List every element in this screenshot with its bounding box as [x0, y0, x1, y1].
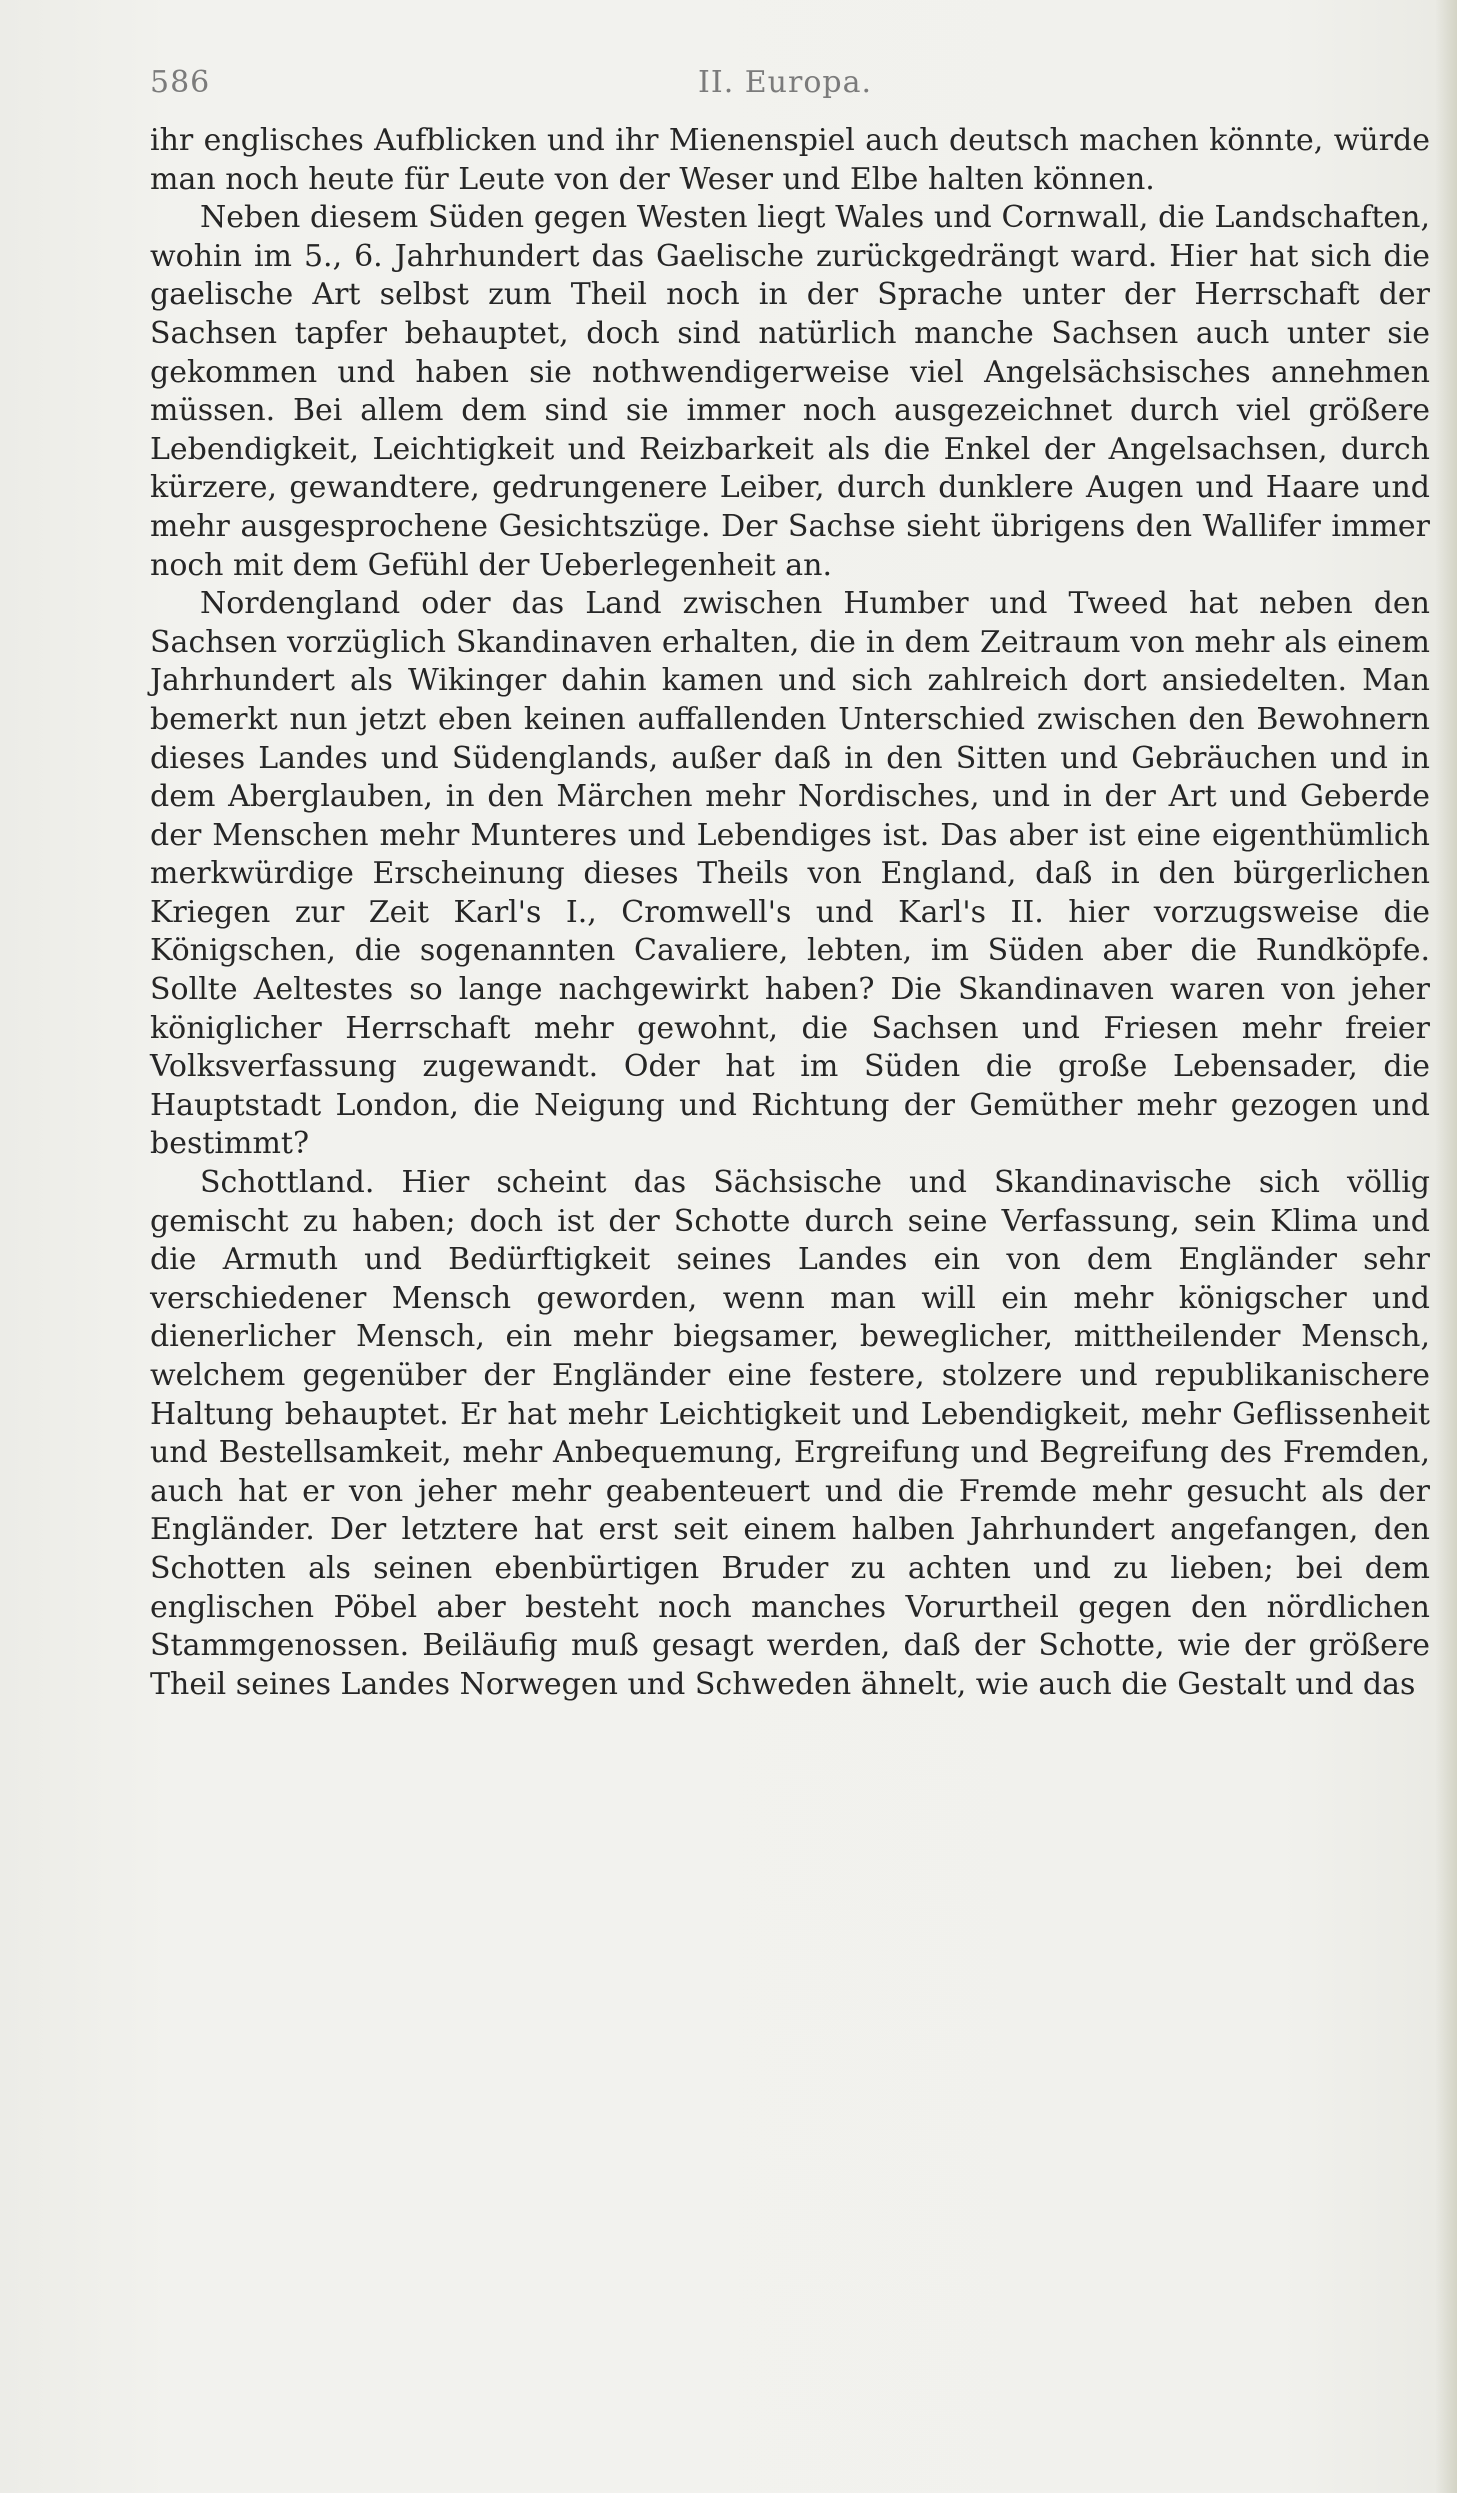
paragraph-nordengland: Nordengland oder das Land zwischen Humber und Tweed hat neben den Sachsen vorzüglich Skandinaven erhalten, die in dem Zeitraum von mehr als einem Jahrhundert als Wikinger dahin kamen und sich zahlreich dort ansiedelten. Man bemerkt nun jetzt eben keinen auffallenden Unterschied zwischen den Bewohnern dieses Landes und Südenglands, außer daß in den Sitten und Gebräuchen und in dem Aberglauben, in den Märchen mehr Nordisches, und in der Art und Geberde der Menschen mehr Munteres und Lebendiges ist. Das aber ist eine eigenthümlich merkwürdige Erscheinung dieses Theils von England, daß in den bürgerlichen Kriegen zur Zeit Karl's I., Cromwell's und Karl's II. hier vorzugsweise die Königschen, die sogenannten Cavaliere, lebten, im Süden aber die Rundköpfe. Sollte Aeltestes so lange nachgewirkt haben? Die Skandinaven waren von jeher königlicher Herrschaft mehr gewohnt, die Sachsen und Friesen mehr freier Volksverfassung zugewandt. Oder hat im Süden die große Lebensader, die Hauptstadt London, die Neigung und Richtung der Gemüther mehr gezogen und bestimmt?: [150, 586, 1430, 1162]
page-header: [150, 65, 1420, 125]
paragraph-wales-cornwall: Neben diesem Süden gegen Westen liegt Wales und Cornwall, die Landschaften, wohin im 5., 6. Jahrhundert das Gaelische zurückgedrängt ward. Hier hat sich die gaelische Art selbst zum Theil noch in der Sprache unter der Herrschaft der Sachsen tapfer behauptet, doch sind natürlich manche Sachsen auch unter sie gekommen und haben sie nothwendigerweise viel Angelsächsisches annehmen müssen. Bei allem dem sind sie immer noch ausgezeichnet durch viel größere Lebendigkeit, Leichtigkeit und Reizbarkeit als die Enkel der Angelsachsen, durch kürzere, gewandtere, gedrungenere Leiber, durch dunklere Augen und Haare und mehr ausgesprochene Gesichtszüge. Der Sachse sieht übrigens den Wallifer immer noch mit dem Gefühl der Ueberlegenheit an.: [150, 200, 1430, 583]
running-head: II. Europa.: [698, 65, 873, 100]
page-edge-shadow: [1435, 0, 1457, 2493]
paragraph-schottland: Schottland. Hier scheint das Sächsische und Skandinavische sich völlig gemischt zu haben; doch ist der Schotte durch seine Verfassung, sein Klima und die Armuth und Bedürftigkeit seines Landes ein von dem Engländer sehr verschiedener Mensch geworden, wenn man will ein mehr königscher und dienerlicher Mensch, ein mehr biegsamer, beweglicher, mittheilender Mensch, welchem gegenüber der Engländer eine festere, stolzere und republikanischere Haltung behauptet. Er hat mehr Leichtigkeit und Lebendigkeit, mehr Geflissenheit und Bestellsamkeit, mehr Anbequemung, Ergreifung und Begreifung des Fremden, auch hat er von jeher mehr geabenteuert und die Fremde mehr gesucht als der Engländer. Der letztere hat erst seit einem halben Jahrhundert angefangen, den Schotten als seinen ebenbürtigen Bruder zu achten und zu lieben; bei dem englischen Pöbel aber besteht noch manches Vorurtheil gegen den nördlichen Stammgenossen. Beiläufig muß gesagt werden, daß der Schotte, wie der größere Theil seines Landes Norwegen und Schweden ähnelt, wie auch die Gestalt und das: [150, 1165, 1430, 1702]
paragraph-continuation: ihr englisches Aufblicken und ihr Mienenspiel auch deutsch machen könnte, würde man noch heute für Leute von der Weser und Elbe halten können.: [150, 123, 1430, 197]
page-number: 586: [150, 65, 211, 100]
body-text: [150, 122, 1430, 1704]
